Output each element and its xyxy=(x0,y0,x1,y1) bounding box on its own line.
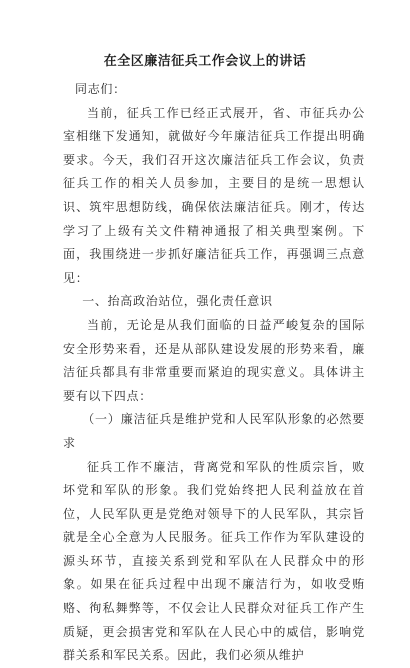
paragraph-intro: 当前，征兵工作已经正式展开，省、市征兵办公室相继下发通知，就做好今年廉洁征兵工作提出明确要求。今天，我们召开这次廉洁征兵工作会议，负责征兵工作的相关人员参加，主要目的是统一思想认识、筑牢思想防线，确保依法廉洁征兵。刚才，传达学习了上级有关文件精神通报了相关典型案例。下面，我围绕进一步抓好廉洁征兵工作，再强调三点意见： xyxy=(63,105,365,285)
document-body xyxy=(63,78,365,668)
section-heading-1: 一、抬高政治站位，强化责任意识 xyxy=(82,294,273,309)
subsection-heading-1: （一）廉洁征兵是维护党和人民军队形象的必然要求 xyxy=(63,412,365,450)
salutation: 同志们： xyxy=(75,82,126,96)
document-title: 在全区廉洁征兵工作会议上的讲话 xyxy=(103,54,307,69)
paragraph-detail: 征兵工作不廉洁，背离党和军队的性质宗旨，败坏党和军队的形象。我们党始终把人民利益放在首位，人民军队更是党绝对领导下的人民军队，其宗旨就是全心全意为人民服务。征兵工作作为军队建设的源头环节，直接关系到党和军队在人民群众中的形象。如果在征兵过程中出现不廉洁行为，如收受贿赂、徇私舞弊等，不仅会让人民群众对征兵工作产生质疑，更会损害党和军队在人民心中的威信，影响党群关系和军民关系。因此，我们必须从维护 xyxy=(63,459,365,663)
paragraph-context: 当前，无论是从我们面临的日益严峻复杂的国际安全形势来看，还是从部队建设发展的形势来看，廉洁征兵都具有非常重要而紧迫的现实意义。具体讲主要有以下四点： xyxy=(63,317,365,403)
